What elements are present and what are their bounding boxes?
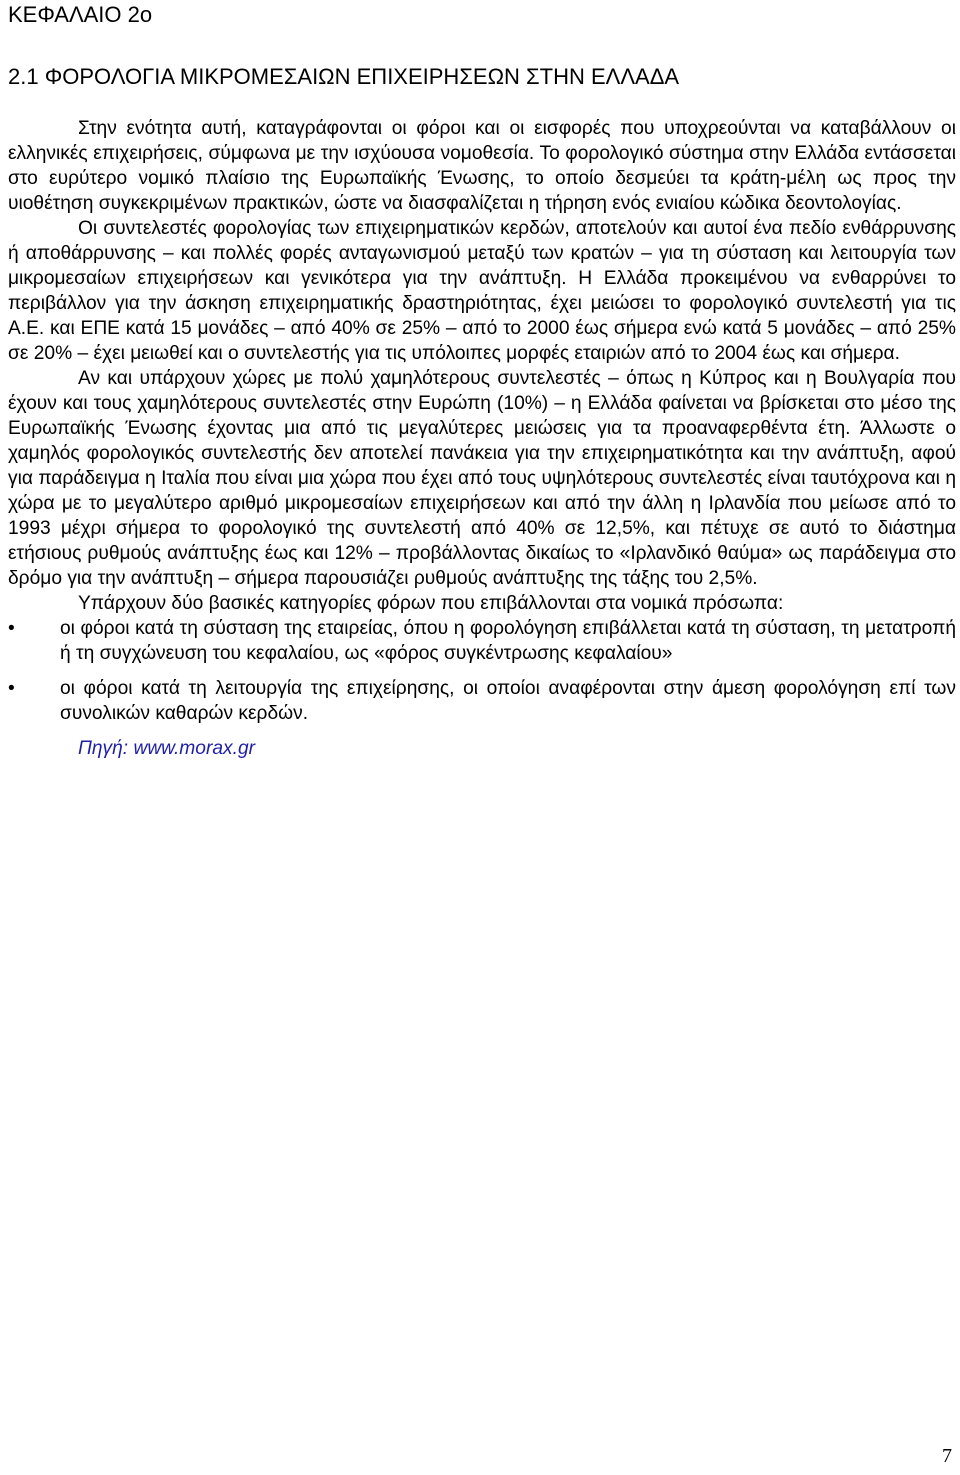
chapter-title: ΚΕΦΑΛΑΙΟ 2ο — [8, 2, 153, 27]
bullet-icon: • — [8, 618, 15, 639]
paragraph-comparison: Αν και υπάρχουν χώρες με πολύ χαμηλότερους συντελεστές – όπως η Κύπρος και η Βουλγαρία που έχουν και τους χαμηλότερους συντελεστές στην Ευρώπη (10%) – η Ελλάδα φαίνεται να βρίσκεται στο μέσο της Ευρωπαϊκής Ένωσης έχοντας μια από τις μεγαλύτερες μειώσεις για τα προαναφερθέντα έτη. Άλλωστε ο χαμηλός φορολογικός συντελεστής δεν αποτελεί πανάκεια για την επιχειρηματικότητα και την ανάπτυξη, αφού για παράδειγμα η Ιταλία που είναι μια χώρα που έχει από τους υψηλότερους συντελεστές είναι ταυτόχρονα και η χώρα με το μεγαλύτερο αριθμό μικρομεσαίων επιχειρήσεων και από την άλλη η Ιρλανδία που μείωσε από το 1993 μέχρι σήμερα το φορολογικό της συντελεστή από 40% σε 12,5%, και πέτυχε σε αυτό το διάστημα ετήσιους ρυθμούς ανάπτυξης έως και 12% – προβάλλοντας δικαίως το «Ιρλανδικό θαύμα» ως παράδειγμα στο δρόμο για την ανάπτυξη – σήμερα παρουσιάζει ρυθμούς ανάπτυξης της τάξης του 2,5%. — [8, 368, 956, 589]
bullet-icon: • — [8, 678, 15, 699]
body-text — [8, 116, 956, 761]
list-item — [8, 676, 956, 726]
source-citation: Πηγή: www.morax.gr — [78, 738, 256, 759]
paragraph-categories: Υπάρχουν δύο βασικές κατηγορίες φόρων που επιβάλλονται στα νομικά πρόσωπα: — [78, 593, 784, 614]
paragraph-tax-rates: Οι συντελεστές φορολογίας των επιχειρηματικών κερδών, αποτελούν και αυτοί ένα πεδίο ενθάρρυνσης ή αποθάρρυνσης – και πολλές φορές ανταγωνισμού μεταξύ των κρατών – για τη σύσταση και λειτουργία των μικρομεσαίων επιχειρήσεων και γενικότερα για την ανάπτυξη. Η Ελλάδα προκειμένου να ενθαρρύνει το περιβάλλον για την άσκηση επιχειρηματικής δραστηριότητας, έχει μειώσει το φορολογικό συντελεστή για τις Α.Ε. και ΕΠΕ κατά 15 μονάδες – από 40% σε 25% – από το 2000 έως σήμερα ενώ κατά 5 μονάδες – από 25% σε 20% – έχει μειωθεί και ο συντελεστής για τις υπόλοιπες μορφές εταιριών από το 2004 έως και σήμερα. — [8, 218, 956, 364]
section-title: 2.1 ΦΟΡΟΛΟΓΙΑ ΜΙΚΡΟΜΕΣΑΙΩΝ ΕΠΙΧΕΙΡΗΣΕΩΝ ΣΤΗΝ ΕΛΛΑΔΑ — [8, 64, 680, 89]
paragraph-intro: Στην ενότητα αυτή, καταγράφονται οι φόροι και οι εισφορές που υποχρεούνται να καταβάλλουν οι ελληνικές επιχειρήσεις, σύμφωνα με την ισχύουσα νομοθεσία. Το φορολογικό σύστημα στην Ελλάδα εντάσσεται στο ευρύτερο νομικό πλαίσιο της Ευρωπαϊκής Ένωσης, το οποίο δεσμεύει τα κράτη-μέλη ως προς την υιοθέτηση συγκεκριμένων πρακτικών, ώστε να διασφαλίζεται η τήρηση ενός ενιαίου κώδικα δεοντολογίας. — [8, 118, 956, 214]
list-item-text: οι φόροι κατά τη λειτουργία της επιχείρησης, οι οποίοι αναφέρονται στην άμεση φορολόγηση επί των συνολικών καθαρών κερδών. — [60, 678, 956, 724]
list-item — [8, 616, 956, 666]
document-page — [8, 0, 956, 761]
tax-categories-list — [8, 616, 956, 726]
page-number: 7 — [942, 1445, 952, 1467]
list-item-text: οι φόροι κατά τη σύσταση της εταιρείας, όπου η φορολόγηση επιβάλλεται κατά τη σύσταση, τη μετατροπή ή τη συγχώνευση του κεφαλαίου, ως «φόρος συγκέντρωσης κεφαλαίου» — [60, 618, 956, 664]
